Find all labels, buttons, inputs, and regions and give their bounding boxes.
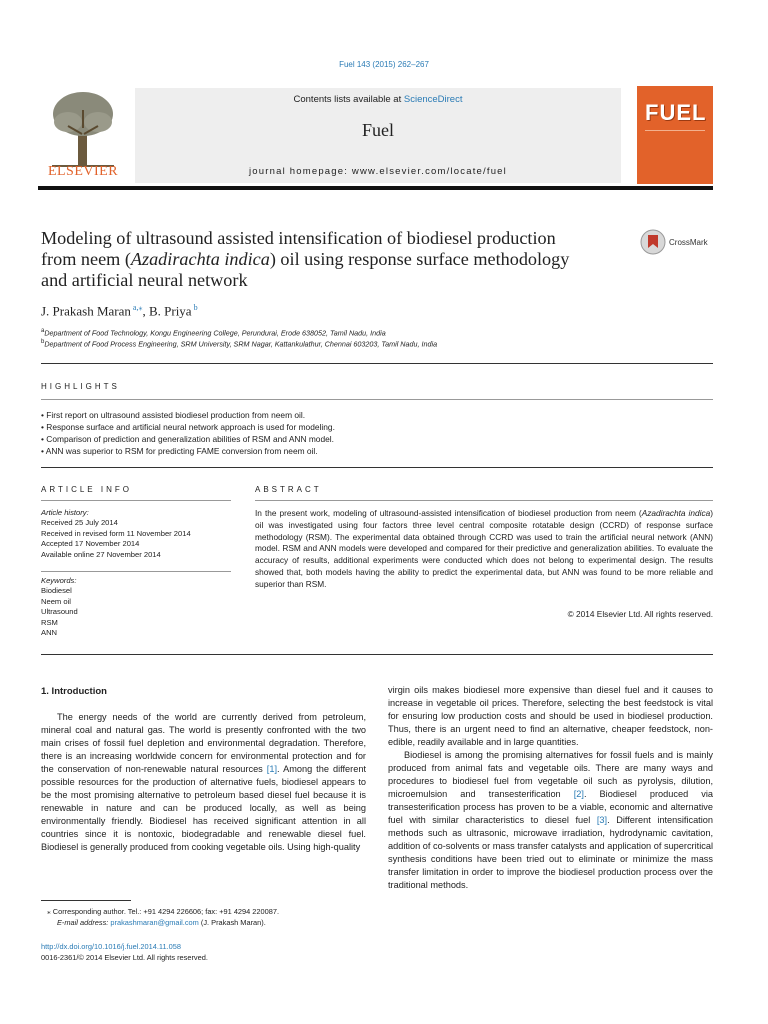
- history-item: Accepted 17 November 2014: [41, 539, 140, 549]
- issn-line: 0016-2361/© 2014 Elsevier Ltd. All rights reserved.: [41, 953, 208, 962]
- list-item: • Response surface and artificial neural network approach is used for modeling.: [41, 421, 713, 433]
- email-line: E-mail address: prakashmaran@gmail.com (J. Prakash Maran).: [57, 918, 266, 927]
- cover-divider: [645, 130, 705, 131]
- divider: [41, 500, 231, 501]
- abstract-copyright: © 2014 Elsevier Ltd. All rights reserved.: [567, 609, 713, 619]
- keyword: Ultrasound: [41, 607, 78, 617]
- keyword: Neem oil: [41, 596, 71, 606]
- footnote-rule: [41, 900, 131, 901]
- journal-cover[interactable]: [637, 86, 713, 184]
- history-item: Available online 27 November 2014: [41, 549, 161, 559]
- divider: [41, 654, 713, 655]
- list-item: • First report on ultrasound assisted biodiesel production from neem oil.: [41, 409, 713, 421]
- journal-header: [135, 88, 621, 183]
- header-rule: [38, 186, 713, 190]
- doi-block: [41, 941, 208, 963]
- history-label: Article history:: [41, 508, 89, 517]
- paragraph: The energy needs of the world are currently derived from petroleum, mineral coal and natural gas. The world is presently confronted with the two main crises of fossil fuel depletion and environmental degradation. Therefore, there is an increasing worldwide concern for environmental protection and for the conservation of non-renewable natural resources [1]. Among the different possible resources for the production of alternative fuels, biodiesel appears to be the most promising alternative to petroleum based diesel fuel because it is renewable in nature and can be produced locally, as well as being environmentally friendly. Biodiesel has received significant attention in all countries since it is nontoxic, biodegradable and renewable diesel fuel. Biodiesel is generally produced from cooking vegetable oils. Using high-quality: [41, 712, 366, 852]
- journal-name: Fuel: [361, 120, 394, 140]
- abstract-text: In the present work, modeling of ultrasound-assisted intensification of biodiesel production from neem (Azadirachta indica) oil was investigated using four factors three level central composite rotatable design (CCRD) of response surface methodology (RSM). The experimental data obtained through CCRD was used to train the artificial neural network (ANN) model. RSM and ANN models were developed and compared for their predictive and generalization abilities. To evaluate the accuracy of results, additional experiments were conducted which does not belong to experimental design. The results showed that, both models having the ability to predict the experimental data, but ANN was found to be more reliable and superior than RSM.: [255, 508, 713, 589]
- author-affiliation-mark[interactable]: a,⁎: [132, 303, 143, 312]
- body-column-left: [41, 711, 366, 854]
- author-list: J. Prakash Maran $^{a,⁎}$, B. Priya $^b$: [41, 303, 198, 319]
- corresponding-author: ⁎ Corresponding author. Tel.: +91 4294 226606; fax: +91 4294 220087.: [47, 907, 280, 916]
- elsevier-logo: [38, 88, 128, 180]
- abstract-heading: ABSTRACT: [255, 485, 322, 494]
- article-info-heading: ARTICLE INFO: [41, 485, 132, 494]
- reference-link[interactable]: [2]: [573, 789, 584, 799]
- author-name[interactable]: J. Prakash Maran: [41, 303, 131, 319]
- footnote: [41, 906, 371, 928]
- journal-citation[interactable]: Fuel 143 (2015) 262–267: [339, 60, 429, 69]
- title-line-1: Modeling of ultrasound assisted intensification of biodiesel production: [41, 228, 556, 248]
- cover-title: FUEL: [645, 100, 707, 125]
- contents-line: [135, 94, 621, 105]
- article-info: [41, 508, 231, 638]
- email-link[interactable]: prakashmaran@gmail.com: [110, 918, 199, 927]
- divider: [255, 500, 713, 501]
- publisher-name: ELSEVIER: [47, 164, 119, 179]
- keyword: Biodiesel: [41, 586, 72, 596]
- title-line-2: from neem (Azadirachta indica) oil using response surface methodology: [41, 249, 570, 269]
- reference-link[interactable]: [3]: [596, 815, 608, 825]
- sciencedirect-link[interactable]: ScienceDirect: [403, 94, 463, 105]
- species-name: Azadirachta indica: [641, 508, 711, 518]
- history-item: Received in revised form 11 November 2014: [41, 528, 191, 538]
- affiliation: $^b$Department of Food Process Engineering, SRM University, SRM Nagar, Kattankulathur, Chennai 603203, Tamil Nadu, India: [41, 339, 438, 349]
- keyword: ANN: [41, 628, 58, 638]
- crossmark-label: CrossMark: [669, 238, 708, 247]
- reference-link[interactable]: [1]: [266, 764, 278, 774]
- divider: [41, 363, 713, 364]
- keyword: RSM: [41, 617, 58, 627]
- journal-homepage[interactable]: journal homepage: www.elsevier.com/locate/fuel: [249, 166, 507, 177]
- paragraph: Biodiesel is among the promising alternatives for fossil fuels and is mainly produced from animal fats and vegetable oils. There are many ways and procedures to biodiesel fuel from vegetable oil such as pyrolysis, dilution, microemulsion and transesterification [2]. Biodiesel produced via transesterification process has proven to be a viable, economic and alternative fuel with similar characteristics to diesel fuel [3]. Different intensification methods such as ultrasonic, microwave irradiation, hydrodynamic cavitation, addition of co-solvents or mass transfer catalysts and application of supercritical synthesis conditions have been tried out to eliminate or minimize the mass transfer limitation in order to improve the biodiesel production process over the traditional methods.: [388, 750, 713, 890]
- list-item: • Comparison of prediction and generalization abilities of RSM and ANN model.: [41, 433, 713, 445]
- title-line-3: and artificial neural network: [41, 270, 248, 290]
- highlights-list: [41, 409, 713, 457]
- crossmark-icon: [640, 229, 666, 255]
- highlights-heading: HIGHLIGHTS: [41, 382, 120, 391]
- author-name[interactable]: B. Priya: [148, 303, 192, 319]
- divider: [41, 467, 713, 468]
- article-title: [41, 228, 631, 291]
- species-name: Azadirachta indica: [130, 249, 270, 269]
- paragraph: virgin oils makes biodiesel more expensive than diesel fuel and it causes to increase in vegetable oil prices. Therefore, selecting the best feedstock is vital for ensuring low production costs and should be used in biodiesel production. Thus, there is an urgent need to find an alternative, cheaper feedstock, non-edible, readily available and in large quantities.: [388, 685, 713, 747]
- doi-link[interactable]: http://dx.doi.org/10.1016/j.fuel.2014.11.058: [41, 942, 181, 951]
- body-column-right: [388, 684, 713, 892]
- history-item: Received 25 July 2014: [41, 518, 118, 528]
- contents-prefix: Contents lists available at: [293, 94, 404, 105]
- divider: [41, 571, 231, 572]
- divider: [41, 399, 713, 400]
- affiliation: $^a$Department of Food Technology, Kongu Engineering College, Perundurai, Erode 638052, Tamil Nadu, India: [41, 328, 386, 338]
- list-item: • ANN was superior to RSM for predicting FAME conversion from neem oil.: [41, 445, 713, 457]
- keywords-label: Keywords:: [41, 576, 77, 586]
- section-title: 1. Introduction: [41, 686, 107, 697]
- author-affiliation-mark[interactable]: b: [193, 303, 198, 312]
